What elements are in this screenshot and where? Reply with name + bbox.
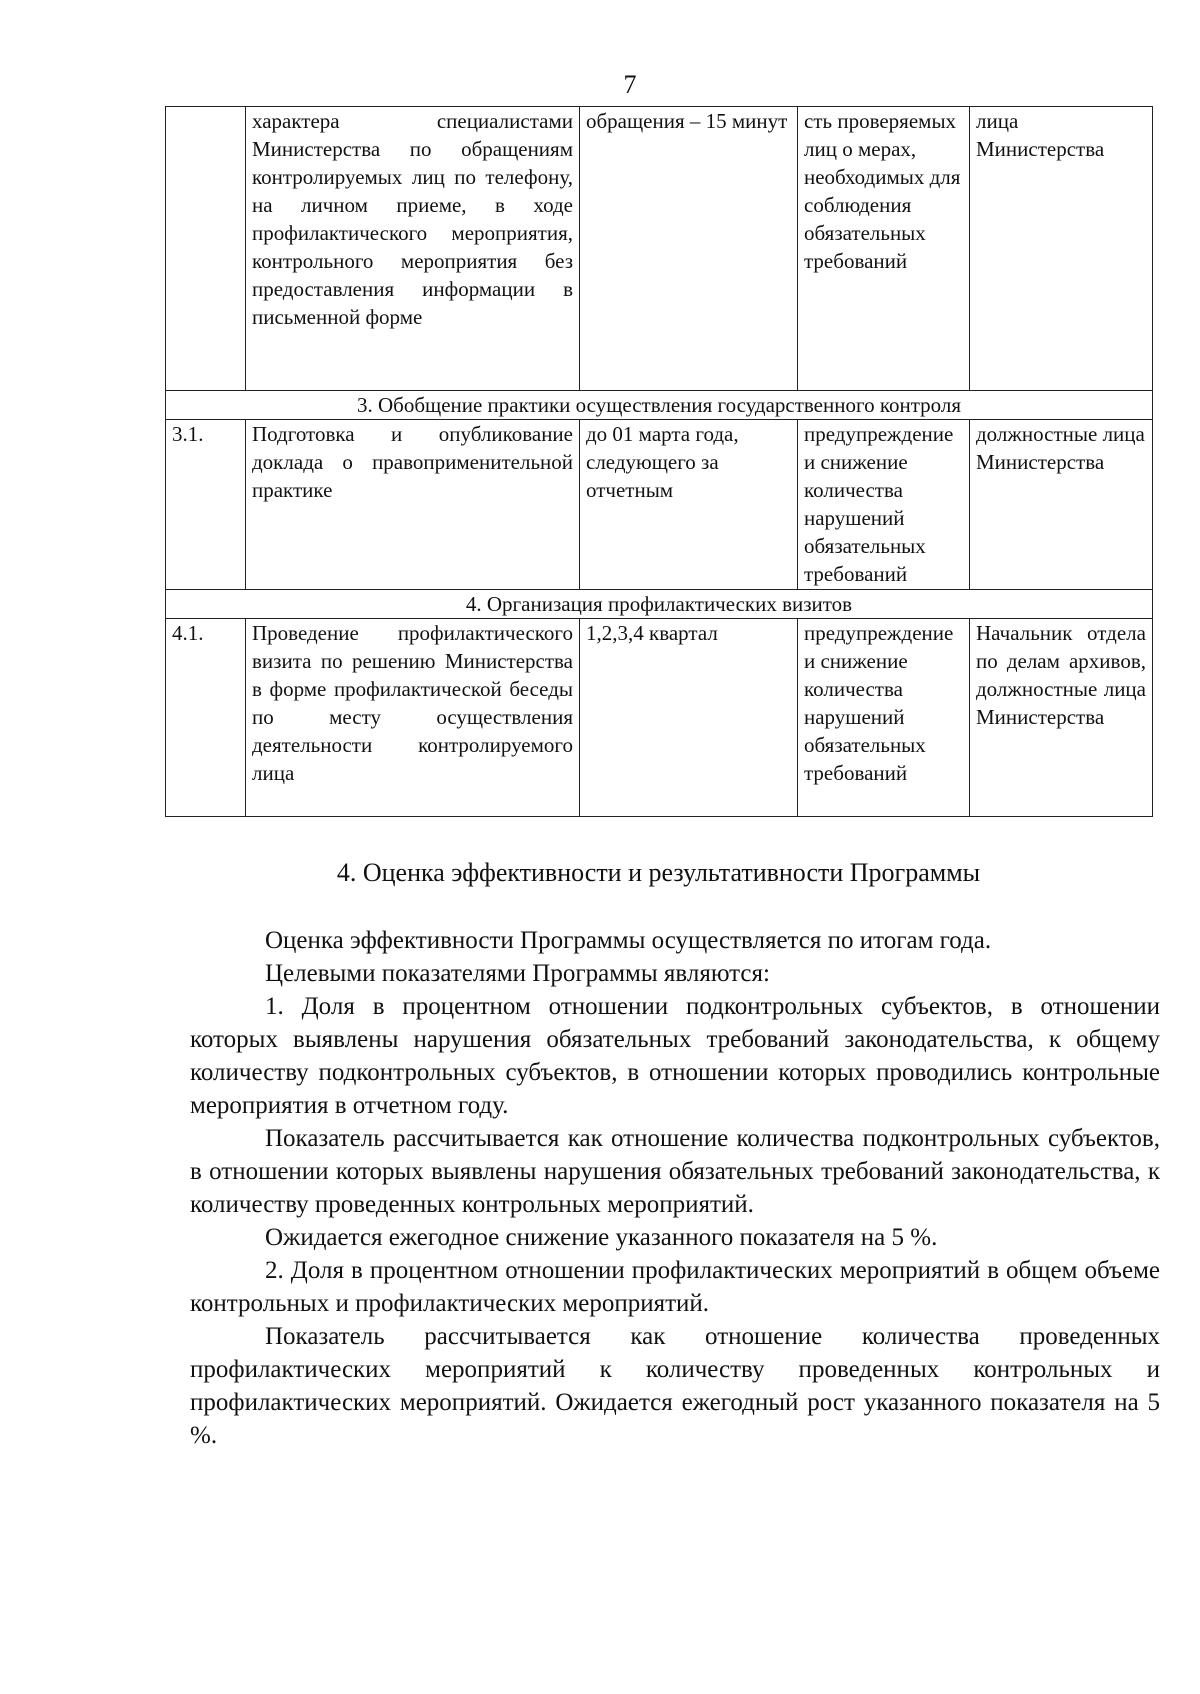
paragraph: Ожидается ежегодное снижение указанного показателя на 5 %.: [265, 1224, 938, 1251]
cell-result: сть проверяемых лиц о мерах, необходимых для соблюдения обязательных требований: [798, 107, 970, 391]
paragraph: Оценка эффективности Программы осуществляется по итогам года.: [265, 927, 992, 954]
section-title: 3. Обобщение практики осуществления государственного контроля: [166, 391, 1153, 420]
cell-responsible: лица Министерства: [970, 107, 1153, 391]
body-text: [190, 924, 1160, 1452]
table-row: [166, 420, 1153, 590]
cell-responsible: Начальник отдела по делам архивов, должностные лица Министерства: [970, 619, 1153, 817]
plan-table: [165, 106, 1153, 817]
table-row: [166, 619, 1153, 817]
cell-term: 1,2,3,4 квартал: [580, 619, 798, 817]
cell-result: предупреждение и снижение количества нарушений обязательных требований: [798, 420, 970, 590]
cell-activity: Подготовка и опубликование доклада о правоприменительной практике: [246, 420, 580, 590]
cell-responsible: должностные лица Министерства: [970, 420, 1153, 590]
cell-term: до 01 марта года, следующего за отчетным: [580, 420, 798, 590]
paragraph: Показатель рассчитывается как отношение количества подконтрольных субъектов, в отношении которых выявлены нарушения обязательных требований законодательства, к количеству проведенных контрольных мероприятий.: [190, 1125, 1160, 1218]
cell-number: 4.1.: [166, 619, 246, 817]
section-row: [166, 391, 1153, 420]
page-number: 7: [623, 70, 637, 99]
cell-result: предупреждение и снижение количества нарушений обязательных требований: [798, 619, 970, 817]
section-title: 4. Организация профилактических визитов: [166, 590, 1153, 619]
cell-number: 3.1.: [166, 420, 246, 590]
paragraph: Целевыми показателями Программы являются:: [265, 960, 770, 987]
cell-term: обращения – 15 минут: [580, 107, 798, 391]
cell-activity: Проведение профилактического визита по решению Министерства в форме профилактической беседы по месту осуществления деятельности контролируемого лица: [246, 619, 580, 817]
paragraph: 2. Доля в процентном отношении профилактических мероприятий в общем объеме контрольных и профилактических мероприятий.: [190, 1257, 1160, 1317]
section-heading: 4. Оценка эффективности и результативности Программы: [336, 858, 981, 887]
table-row: [166, 107, 1153, 391]
cell-activity: характера специалистами Министерства по обращениям контролируемых лиц по телефону, на личном приеме, в ходе профилактического мероприятия, контрольного мероприятия без предоставления информации в письменной форме: [246, 107, 580, 391]
paragraph: 1. Доля в процентном отношении подконтрольных субъектов, в отношении которых выявлены нарушения обязательных требований законодательства, к общему количеству подконтрольных субъектов, в отношении которых проводились контрольные мероприятия в отчетном году.: [190, 993, 1160, 1119]
section-row: [166, 590, 1153, 619]
cell-number: [166, 107, 246, 391]
paragraph: Показатель рассчитывается как отношение количества проведенных профилактических мероприятий к количеству проведенных контрольных и профилактических мероприятий. Ожидается ежегодный рост указанного показателя на 5 %.: [190, 1323, 1160, 1449]
